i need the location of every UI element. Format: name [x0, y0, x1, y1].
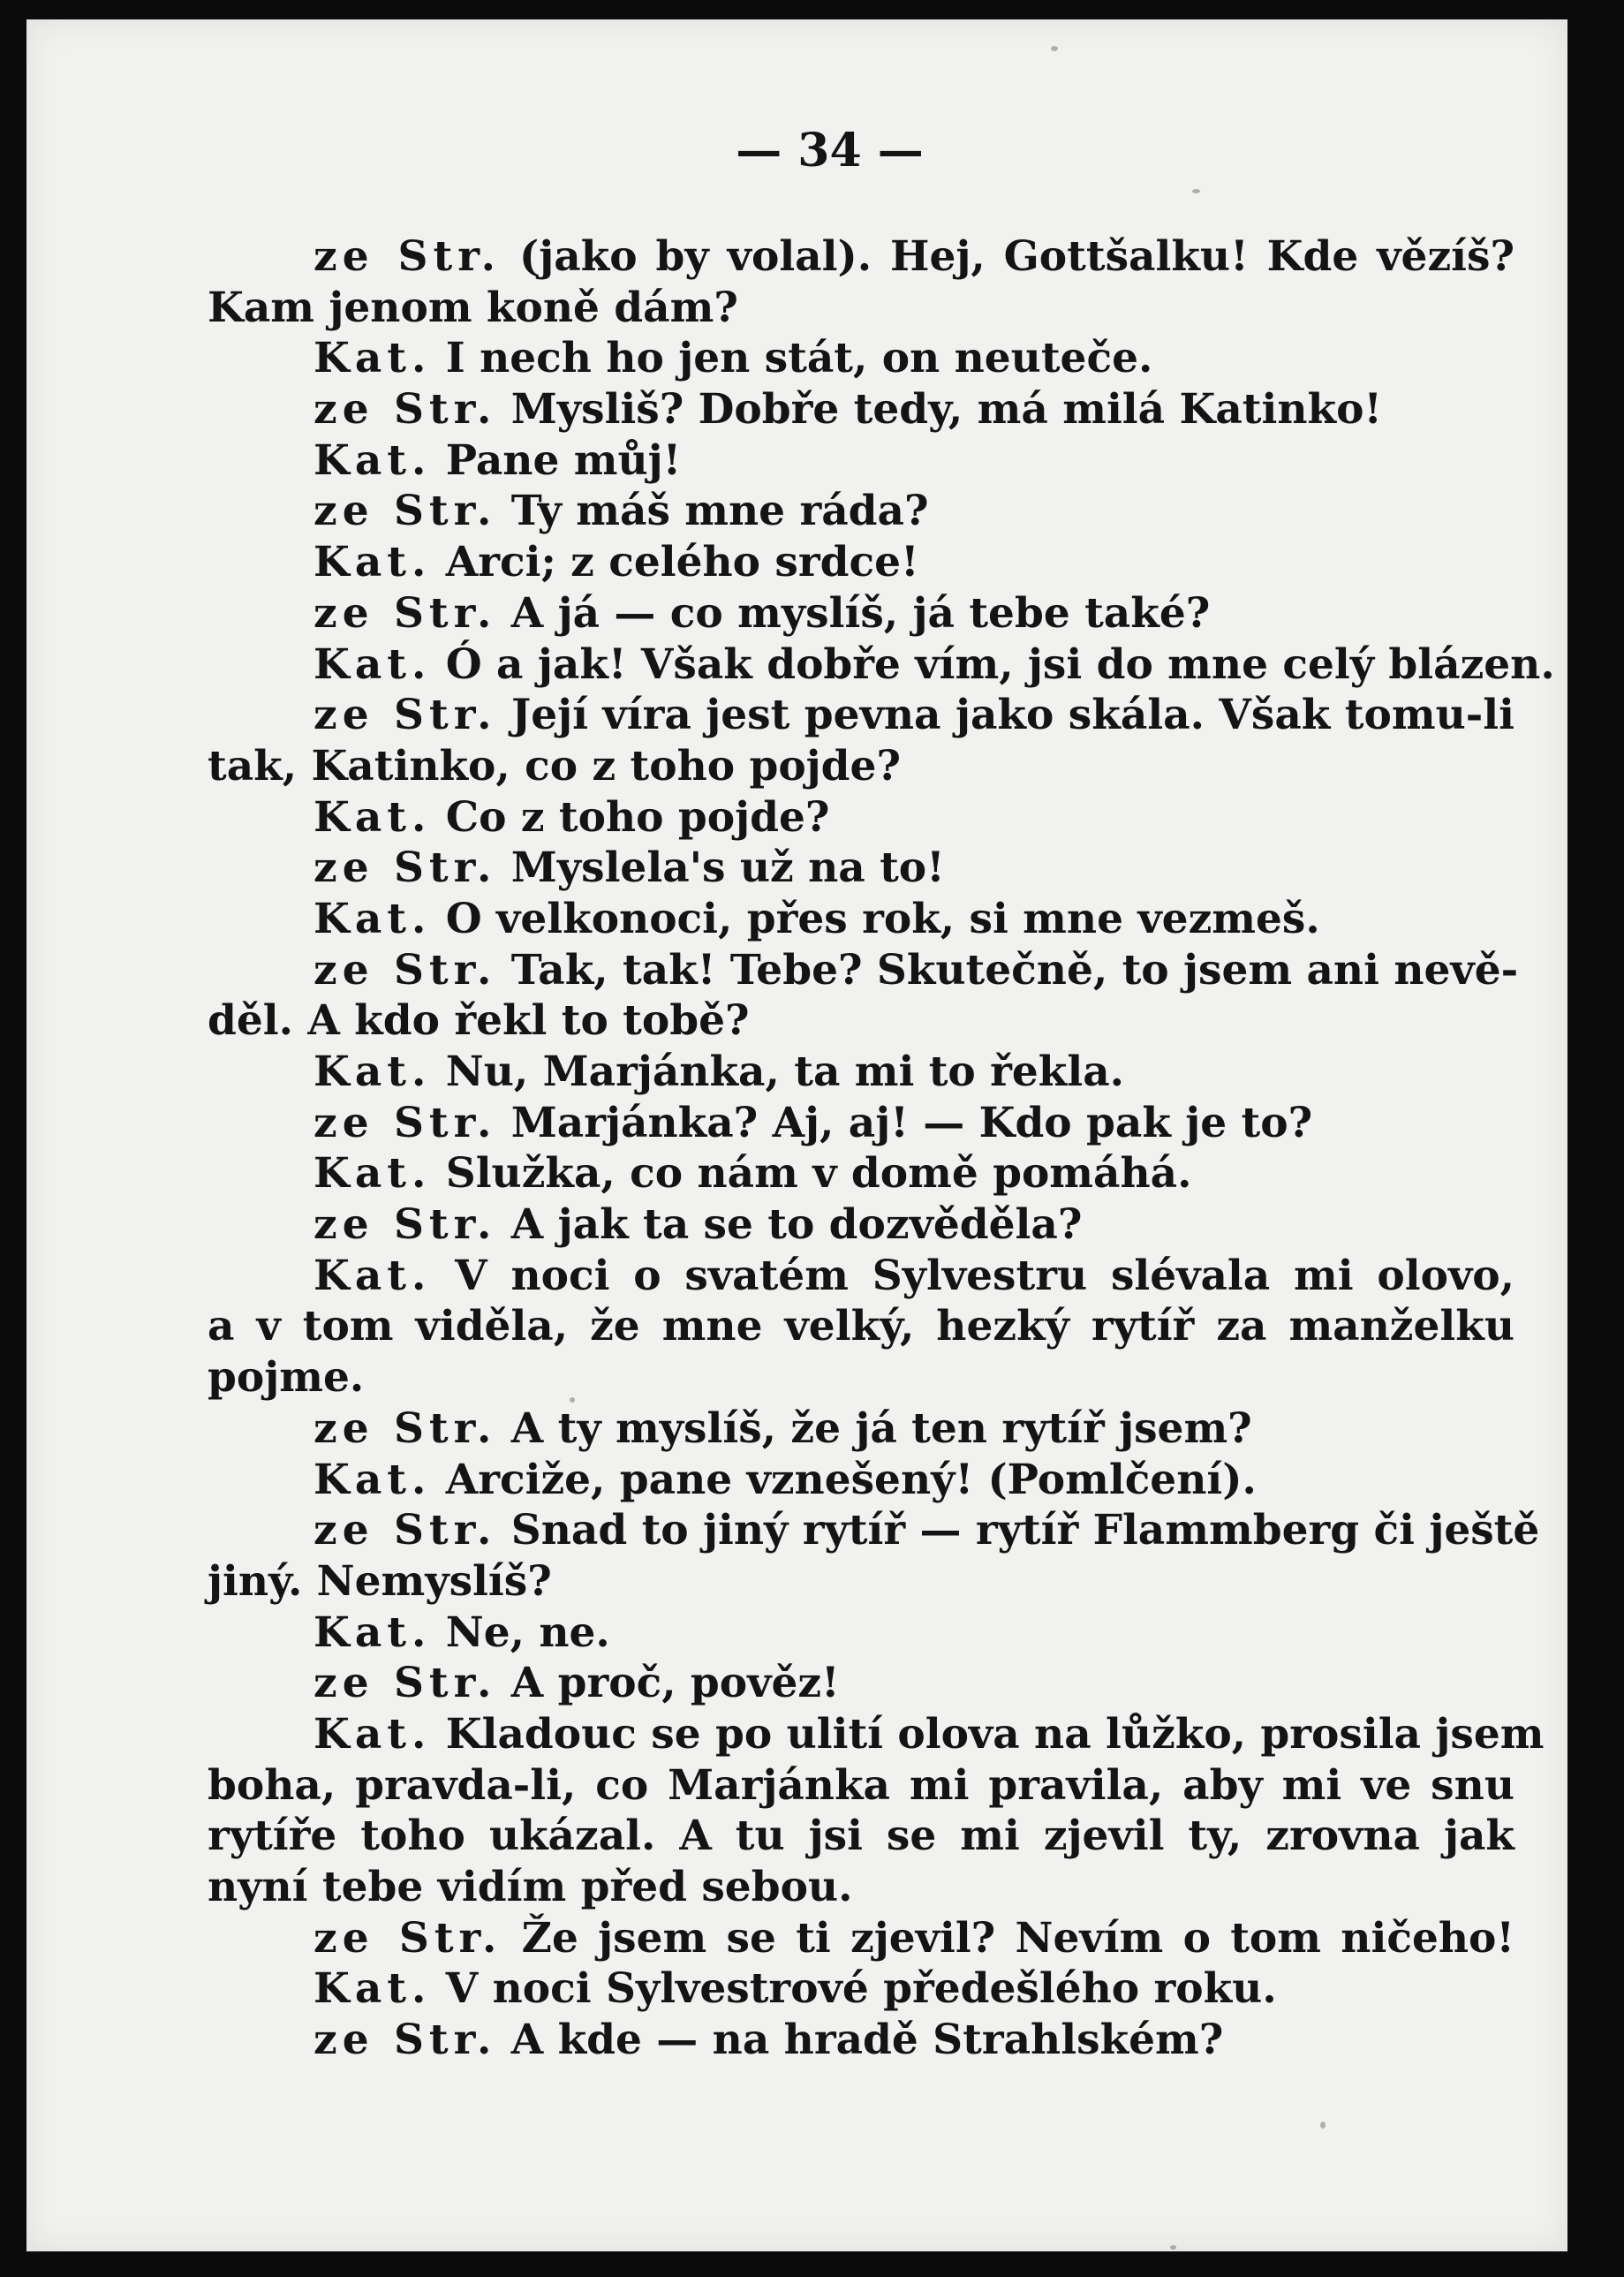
line-text: V noci Sylvestrové předešlého roku. [431, 1964, 1277, 2014]
speaker-label: ze Str. [313, 2016, 497, 2065]
text-line [208, 1148, 1514, 1199]
speaker-label: ze Str. [313, 1506, 497, 1555]
text-line [208, 639, 1555, 691]
speaker-label: ze Str. [313, 232, 502, 281]
text-line [208, 1709, 1545, 1760]
line-text: boha, pravda-li, co Marjánka mi pravila, aby mi ve snu [208, 1760, 1514, 1810]
speaker-label: ze Str. [313, 487, 497, 536]
line-text: Kam jenom koně dám? [208, 283, 738, 332]
line-text: O velkonoci, přes rok, si mne vezmeš. [431, 894, 1320, 943]
line-text: (jako by volal). Hej, Gottšalku! Kde vězíš? [501, 232, 1514, 281]
line-text: jiný. Nemyslíš? [208, 1556, 552, 1606]
line-text: rytíře toho ukázal. A tu jsi se mi zjevil ty, zrovna jak [208, 1812, 1514, 1861]
line-text: Snad to jiný rytíř — rytíř Flammberg či ještě [496, 1506, 1540, 1555]
line-text: I nech ho jen stát, on neuteče. [431, 334, 1153, 383]
text-line [208, 486, 1514, 537]
page-speck [1192, 189, 1200, 193]
line-text: a v tom viděla, že mne velký, hezký rytíř za manželku [208, 1302, 1514, 1351]
speaker-label: ze Str. [313, 1200, 497, 1250]
text-line [208, 1608, 1514, 1659]
line-text: V noci o svatém Sylvestru slévala mi olovo, [431, 1251, 1514, 1300]
line-text: nyní tebe vidím před sebou. [208, 1863, 853, 1911]
line-text: Ty máš mne ráda? [496, 487, 929, 536]
page-number: — 34 — [736, 124, 924, 178]
text-line [208, 435, 1514, 487]
speaker-label: Kat. [313, 1149, 432, 1199]
text-line [208, 741, 1514, 792]
line-text: Mysliš? Dobře tedy, má milá Katinko! [496, 385, 1383, 435]
text-line [208, 1862, 1514, 1913]
speaker-label: Kat. [313, 1455, 432, 1504]
line-text: A kde — na hradě Strahlském? [496, 2016, 1224, 2065]
text-line [208, 1963, 1514, 2015]
line-text: Pane můj! [431, 435, 682, 485]
line-text: tak, Katinko, co z toho pojde? [208, 741, 901, 791]
line-text: pojme. [208, 1353, 365, 1403]
line-text: Arci; z celého srdce! [431, 538, 919, 587]
speaker-label: Kat. [313, 894, 432, 943]
text-line [208, 384, 1514, 435]
text-line [208, 690, 1514, 741]
text-line [208, 792, 1514, 843]
text-line [208, 945, 1519, 996]
line-text: Nu, Marjánka, ta mi to řekla. [431, 1048, 1125, 1096]
line-text: Kladouc se po ulití olova na lůžko, prosila jsem [431, 1709, 1545, 1759]
speaker-label: ze Str. [313, 1659, 497, 1708]
line-text: děl. A kdo řekl to tobě? [208, 996, 750, 1046]
text-line [208, 333, 1514, 384]
line-text: Myslela's už na to! [496, 843, 945, 893]
text-line [208, 1098, 1514, 1149]
text-line [208, 2015, 1514, 2066]
text-line [208, 1251, 1514, 1302]
text-line [208, 1199, 1514, 1251]
speaker-label: ze Str. [313, 1098, 497, 1147]
text-line [208, 1455, 1514, 1506]
dialogue-text [208, 231, 1555, 2066]
text-line [208, 1301, 1514, 1352]
text-line [208, 1760, 1514, 1812]
text-line [208, 1352, 1514, 1403]
speaker-label: Kat. [313, 435, 432, 485]
speaker-label: ze Str. [313, 588, 497, 638]
text-line [208, 1811, 1514, 1862]
speaker-label: Kat. [313, 792, 432, 842]
speaker-label: ze Str. [313, 691, 497, 740]
text-line [208, 537, 1514, 588]
line-text: Arciže, pane vznešený! (Pomlčení). [431, 1455, 1257, 1504]
line-text: Co z toho pojde? [431, 792, 830, 842]
speaker-label: Kat. [313, 1251, 432, 1300]
line-text: A jak ta se to dozvěděla? [496, 1200, 1083, 1250]
text-line [208, 1403, 1514, 1455]
speaker-label: Kat. [313, 639, 432, 689]
line-text: Tak, tak! Tebe? Skutečně, to jsem ani nevě- [496, 945, 1519, 995]
speaker-label: Kat. [313, 1964, 432, 2014]
speaker-label: Kat. [313, 1608, 432, 1657]
speaker-label: ze Str. [313, 385, 497, 435]
page-speck [1170, 2245, 1176, 2250]
speaker-label: Kat. [313, 334, 432, 383]
text-line [208, 1556, 1514, 1608]
text-line [208, 231, 1514, 283]
speaker-label: Kat. [313, 538, 432, 587]
text-line [208, 283, 1514, 334]
line-text: A ty myslíš, že já ten rytíř jsem? [496, 1403, 1252, 1453]
speaker-label: Kat. [313, 1709, 432, 1759]
text-line [208, 588, 1514, 639]
page-speck [1051, 46, 1058, 51]
line-text: Její víra jest pevna jako skála. Však tomu-li [496, 691, 1514, 740]
line-text: Služka, co nám v domě pomáhá. [431, 1149, 1192, 1199]
line-text: A já — co myslíš, já tebe také? [496, 588, 1211, 638]
text-line [208, 1047, 1514, 1098]
text-line [208, 995, 1514, 1047]
line-text: Že jsem se ti zjevil? Nevím o tom ničeho! [502, 1913, 1514, 1963]
speaker-label: ze Str. [313, 1403, 497, 1453]
page-speck [1320, 2122, 1326, 2129]
line-text: A proč, pověz! [496, 1659, 840, 1708]
speaker-label: Kat. [313, 1048, 432, 1096]
text-line [208, 1913, 1514, 1964]
line-text: Ó a jak! Však dobře vím, jsi do mne celý blázen. [431, 639, 1555, 689]
text-line [208, 1505, 1540, 1556]
text-line [208, 894, 1514, 945]
line-text: Ne, ne. [431, 1608, 610, 1657]
text-line [208, 1658, 1514, 1709]
line-text: Marjánka? Aj, aj! — Kdo pak je to? [496, 1098, 1313, 1147]
speaker-label: ze Str. [313, 843, 497, 893]
speaker-label: ze Str. [313, 1913, 502, 1963]
text-line [208, 843, 1514, 894]
speaker-label: ze Str. [313, 945, 497, 995]
